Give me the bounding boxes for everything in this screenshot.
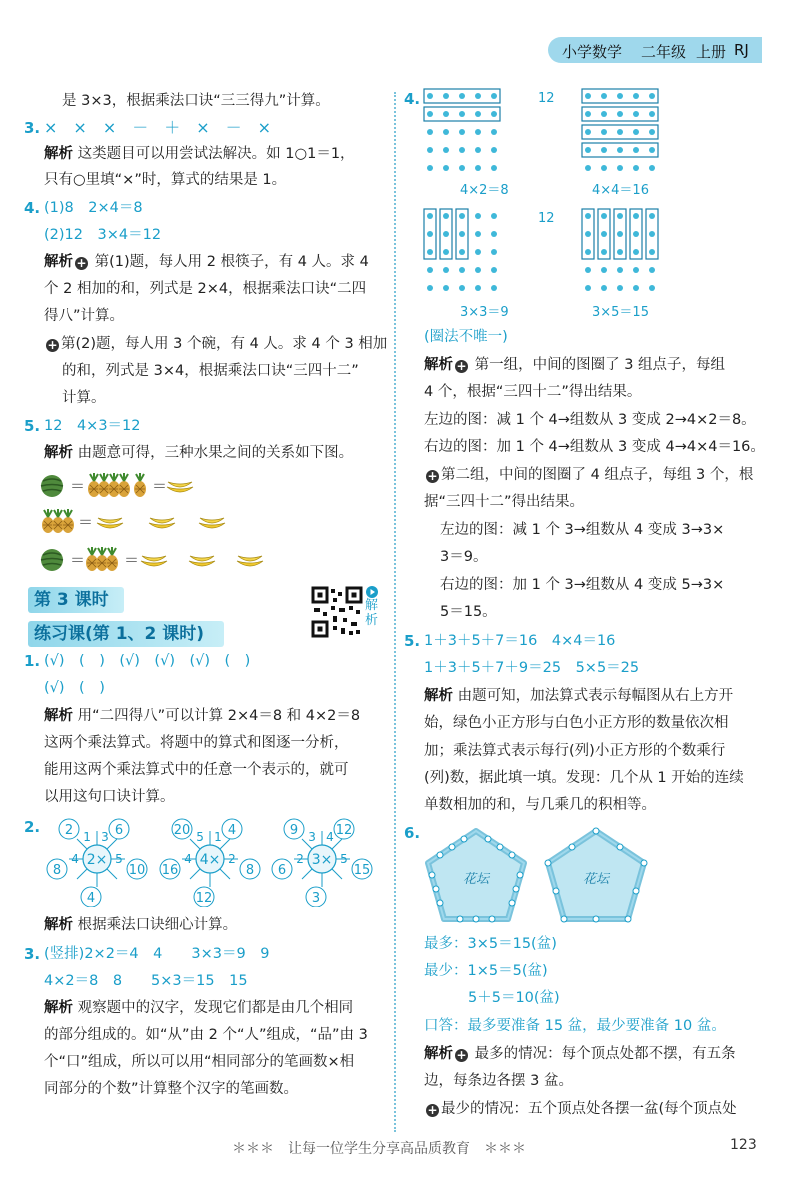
svg-text:16: 16: [161, 863, 179, 878]
text-line: 加；乘法算式表示每行(列)小正方形的个数乘行: [424, 743, 726, 759]
grid-c: [424, 209, 497, 291]
section-title-lesson: 第 3 课时: [28, 587, 124, 613]
analysis-label: 解析: [44, 445, 73, 461]
svg-text:4: 4: [326, 830, 334, 844]
plus-icon: +: [456, 359, 467, 373]
flower-bed-min: [545, 828, 647, 922]
svg-text:3: 3: [308, 830, 316, 844]
answer: 1＋3＋5＋7＋9＝25 5×5＝25: [424, 660, 640, 676]
row3: [41, 547, 263, 571]
svg-text:4: 4: [227, 823, 237, 838]
answer: 口答：最多要准备 15 盆，最少要准备 10 盆。: [424, 1018, 726, 1034]
answer: (1)8 2×4＝8: [44, 200, 143, 216]
text-line: 以用这句口诀计算。: [44, 789, 175, 805]
svg-text:4: 4: [184, 852, 192, 866]
analysis-label: 解析: [424, 688, 453, 704]
equals-sign: ＝: [124, 551, 140, 569]
grid-count-a: 12: [538, 91, 555, 106]
text-line: 得八”计算。: [44, 308, 125, 324]
flower-bed-max: [428, 831, 524, 922]
page-header: [548, 37, 762, 63]
analysis-label: 解析: [44, 917, 73, 933]
row2: [42, 509, 225, 533]
text-line: 3＝9。: [440, 549, 488, 565]
text-line: 同部分的个数”计算整个汉字的笔画数。: [44, 1081, 299, 1097]
grid-a: [424, 89, 500, 171]
section-title-practice: 练习课(第 1、2 课时): [28, 621, 224, 647]
flower-1: [47, 819, 147, 907]
svg-text:8: 8: [245, 863, 255, 878]
text-line: 只有○里填“×”时，算式的结果是 1。: [44, 172, 287, 188]
answer: 1＋3＋5＋7＝16 4×4＝16: [424, 633, 616, 649]
text-line: 左边的图：减 1 个 4→组数从 3 变成 2→4×2＝8。: [424, 412, 756, 428]
multiplication-flowers: [42, 815, 382, 907]
grid-eq-b: 4×4＝16: [592, 183, 649, 198]
footer-slogan: ＊＊＊ 让每一位学生分享高品质教育 ＊＊＊: [232, 1141, 526, 1157]
bed-label: 花坛: [582, 872, 610, 887]
svg-text:1: 1: [214, 830, 222, 844]
text-line: 左边的图：减 1 个 3→组数从 4 变成 3→3×: [440, 522, 725, 538]
text-line: 5＝15。: [440, 604, 497, 620]
answer: × × × － ＋ × － ×: [44, 118, 272, 137]
row1: [41, 473, 193, 497]
question-number: 4.: [24, 199, 41, 217]
svg-text:3: 3: [101, 830, 109, 844]
answer: 12 4×3＝12: [44, 418, 141, 434]
text-line: 的和，列式是 3×4，根据乘法口诀“三四十二”: [62, 363, 359, 379]
text-line: 用“二四得八”可以计算 2×4＝8 和 4×2＝8: [73, 708, 361, 724]
play-icon[interactable]: [366, 586, 378, 598]
svg-text:4: 4: [71, 852, 79, 866]
text-line: 4 个，根据“三四十二”得出结果。: [424, 384, 642, 400]
text-line: 据“三四十二”得出结果。: [424, 494, 585, 510]
svg-text:5: 5: [115, 852, 123, 866]
svg-text:20: 20: [173, 823, 191, 838]
analysis-label: 解析: [44, 254, 73, 270]
svg-text:2: 2: [64, 823, 74, 838]
text-line: 计算。: [62, 390, 106, 406]
question-number: 6.: [404, 824, 421, 842]
text-line: 个 2 相加的和，列式是 2×4，根据乘法口诀“二四: [44, 281, 367, 297]
grid-eq-d: 3×5＝15: [592, 305, 649, 320]
text-line: 由题可知，加法算式表示每幅图从右上方开: [453, 688, 734, 704]
flower-bed-figure: [424, 825, 654, 925]
text-line: 这两个乘法算式。将题中的算式和图逐一分析，: [44, 735, 349, 751]
svg-text:15: 15: [353, 863, 371, 878]
svg-text:6: 6: [277, 863, 287, 878]
question-number: 5.: [404, 632, 421, 650]
svg-text:4×: 4×: [199, 852, 221, 868]
text-line: 右边的图：加 1 个 3→组数从 4 变成 5→3×: [440, 577, 725, 593]
grid-d: [582, 209, 658, 291]
svg-text:3×: 3×: [311, 852, 333, 868]
plus-icon: +: [47, 338, 58, 352]
grid-count-b: 12: [538, 211, 555, 226]
analysis-label: 解析: [44, 1000, 73, 1016]
text-line: 这类题目可以用尝试法解决。如 1○1＝1，: [73, 146, 355, 162]
svg-text:1: 1: [83, 830, 91, 844]
svg-text:12: 12: [335, 823, 353, 838]
svg-text:9: 9: [289, 823, 299, 838]
page-number: 123: [730, 1137, 757, 1153]
answer: (竖排)2×2＝4 4 3×3＝9 9: [44, 946, 270, 962]
question-number: 2.: [24, 818, 41, 836]
question-number: 1.: [24, 652, 41, 670]
svg-text:6: 6: [114, 823, 124, 838]
header-grade: 二年级: [641, 43, 687, 61]
grid-eq-c: 3×3＝9: [460, 305, 509, 320]
fruit-relation-figure: [40, 470, 300, 580]
analysis-label: 解析: [44, 146, 73, 162]
header-volume: 上册: [696, 43, 727, 61]
question-number: 4.: [404, 90, 421, 108]
equals-sign: ＝: [70, 551, 86, 569]
svg-text:12: 12: [195, 891, 213, 906]
answer: (2)12 3×4＝12: [44, 227, 162, 243]
text-line: 的部分组成的。如“从”由 2 个“人”组成，“品”由 3: [44, 1027, 368, 1043]
header-edition: RJ: [734, 41, 749, 59]
grid-b: [582, 89, 658, 171]
header-subject: 小学数学: [562, 43, 623, 61]
equals-sign: ＝: [70, 477, 86, 495]
equals-sign: ＝: [152, 477, 168, 495]
analysis-label: 解析: [424, 357, 453, 373]
text-line: 第二组，中间的图圈了 4 组点子，每组 3 个，根: [441, 467, 754, 483]
bed-label: 花坛: [462, 872, 490, 887]
answer: (√) ( ): [44, 680, 105, 696]
dot-grid-figure: [420, 86, 670, 326]
flower-2: [160, 819, 260, 907]
answer: 最多：3×5＝15(盆): [424, 936, 557, 952]
plus-icon: +: [427, 1103, 438, 1117]
equals-sign: ＝: [78, 513, 94, 531]
svg-text:8: 8: [52, 863, 62, 878]
text-line: 第一组，中间的图圈了 3 组点子，每组: [470, 357, 726, 373]
text-line: 右边的图：加 1 个 4→组数从 3 变成 4→4×4＝16。: [424, 439, 765, 455]
question-number: 5.: [24, 417, 41, 435]
text-line: 最多的情况：每个顶点处都不摆，有五条: [470, 1046, 736, 1062]
text-line: 根据乘法口诀细心计算。: [73, 917, 238, 933]
text-line: 第(1)题，每人用 2 根筷子，有 4 人。求 4: [90, 254, 369, 270]
analysis-label: 解析: [424, 1046, 453, 1062]
text-line: 第(2)题，每人用 3 个碗，有 4 人。求 4 个 3 相加: [61, 336, 388, 352]
answer: 4×2＝8 8 5×3＝15 15: [44, 973, 248, 989]
text-line: 由题意可得，三种水果之间的关系如下图。: [73, 445, 354, 461]
plus-icon: +: [76, 256, 87, 270]
plus-icon: +: [456, 1048, 467, 1062]
svg-text:10: 10: [128, 863, 146, 878]
qr-label: 解析: [365, 598, 379, 628]
svg-text:2×: 2×: [86, 852, 108, 868]
answer: 最少：1×5＝5(盆): [424, 963, 548, 979]
svg-text:5: 5: [340, 852, 348, 866]
text-line: 单数相加的和，与几乘几的积相等。: [424, 797, 656, 813]
analysis-label: 解析: [44, 708, 73, 724]
text-line: 能用这两个乘法算式中的任意一个表示的，就可: [44, 762, 349, 778]
column-divider: [394, 92, 396, 1132]
qr-code[interactable]: [311, 586, 363, 638]
svg-text:3: 3: [311, 891, 321, 906]
question-number: 3.: [24, 945, 41, 963]
text-line: 最少的情况：五个顶点处各摆一盆(每个顶点处: [441, 1101, 737, 1117]
svg-text:2: 2: [228, 852, 236, 866]
text-line: 观察题中的汉字，发现它们都是由几个相同: [73, 1000, 354, 1016]
flower-3: [272, 819, 372, 907]
text-line: 始，绿色小正方形与白色小正方形的数量依次相: [424, 715, 729, 731]
svg-text:4: 4: [86, 891, 96, 906]
answer: (√) ( ) (√) (√) (√) ( ): [44, 653, 251, 669]
text-line: 个“口”组成，所以可以用“相同部分的笔画数×相: [44, 1054, 355, 1070]
svg-text:5: 5: [196, 830, 204, 844]
svg-text:2: 2: [296, 852, 304, 866]
text-line: (列)数，据此填一填。发现：几个从 1 开始的连续: [424, 770, 744, 786]
text-line: 是 3×3，根据乘法口诀“三三得九”计算。: [62, 93, 330, 109]
question-number: 3.: [24, 119, 41, 137]
answer: 5＋5＝10(盆): [468, 990, 560, 1006]
grid-eq-a: 4×2＝8: [460, 183, 509, 198]
text-line: 边，每条边各摆 3 盆。: [424, 1073, 573, 1089]
plus-icon: +: [427, 469, 438, 483]
note: (圈法不唯一): [424, 329, 508, 345]
